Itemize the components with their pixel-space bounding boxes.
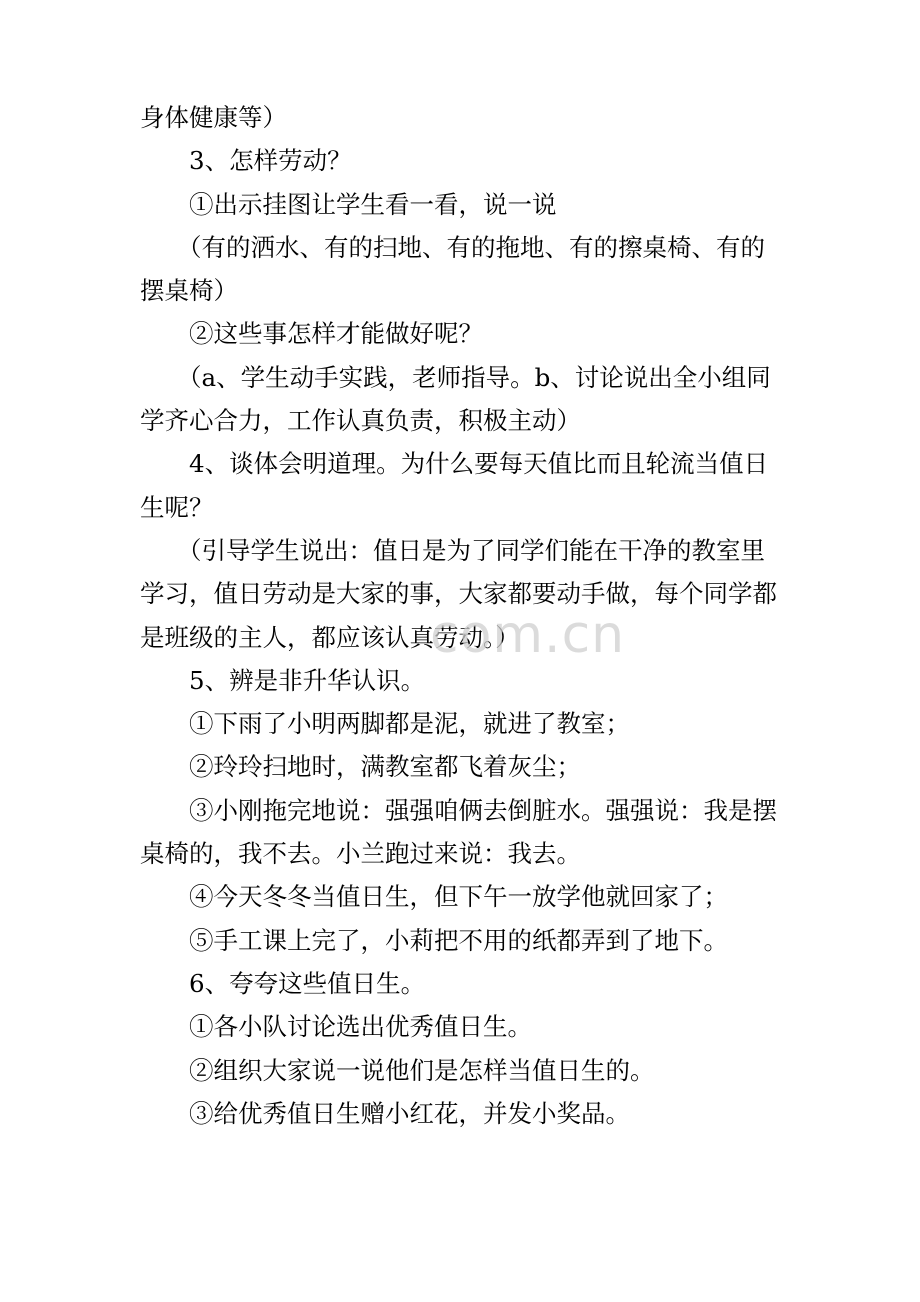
section-heading-4: 4、谈体会明道理。为什么要每天值比而且轮流当值日 [189, 449, 769, 479]
paragraph-line: 是班级的主人，都应该认真劳动。） [140, 622, 520, 652]
paragraph-line: 学习，值日劳动是大家的事，大家都要动手做，每个同学都 [140, 579, 777, 609]
list-item: ②玲玲扫地时，满教室都飞着灰尘； [189, 752, 581, 782]
paragraph-line: 桌椅的，我不去。小兰跑过来说：我去。 [140, 839, 581, 869]
paragraph-line: （有的洒水、有的扫地、有的拖地、有的擦桌椅、有的 [177, 232, 765, 262]
paragraph-line: 身体健康等） [140, 103, 287, 132]
paragraph-line: 学齐心合力，工作认真负责，积极主动） [140, 406, 581, 436]
list-item: ①各小队讨论选出优秀值日生。 [189, 1012, 532, 1042]
watermark: com.cn [430, 605, 626, 665]
paragraph-line: 生呢？ [140, 492, 214, 522]
paragraph-line: ①出示挂图让学生看一看，说一说 [189, 189, 557, 219]
section-heading-3: 3、怎样劳动？ [189, 146, 352, 176]
list-item: ①下雨了小明两脚都是泥，就进了教室； [189, 709, 630, 739]
section-heading-5: 5、辨是非升华认识。 [189, 665, 426, 695]
list-item: ③小刚拖完地说：强强咱俩去倒脏水。强强说：我是摆 [189, 795, 777, 825]
paragraph-line: ②这些事怎样才能做好呢？ [189, 319, 483, 349]
paragraph-line: （a、学生动手实践，老师指导。b、讨论说出全小组同 [177, 362, 771, 392]
paragraph-line: （引导学生说出：值日是为了同学们能在干净的教室里 [177, 535, 765, 565]
list-item: ②组织大家说一说他们是怎样当值日生的。 [189, 1055, 655, 1085]
list-item: ⑤手工课上完了，小莉把不用的纸都弄到了地下。 [189, 925, 728, 955]
list-item: ③给优秀值日生赠小红花，并发小奖品。 [189, 1098, 630, 1128]
section-heading-6: 6、夸夸这些值日生。 [189, 968, 426, 998]
paragraph-line: 摆桌椅） [140, 276, 238, 306]
list-item: ④今天冬冬当值日生，但下午一放学他就回家了； [189, 882, 728, 912]
